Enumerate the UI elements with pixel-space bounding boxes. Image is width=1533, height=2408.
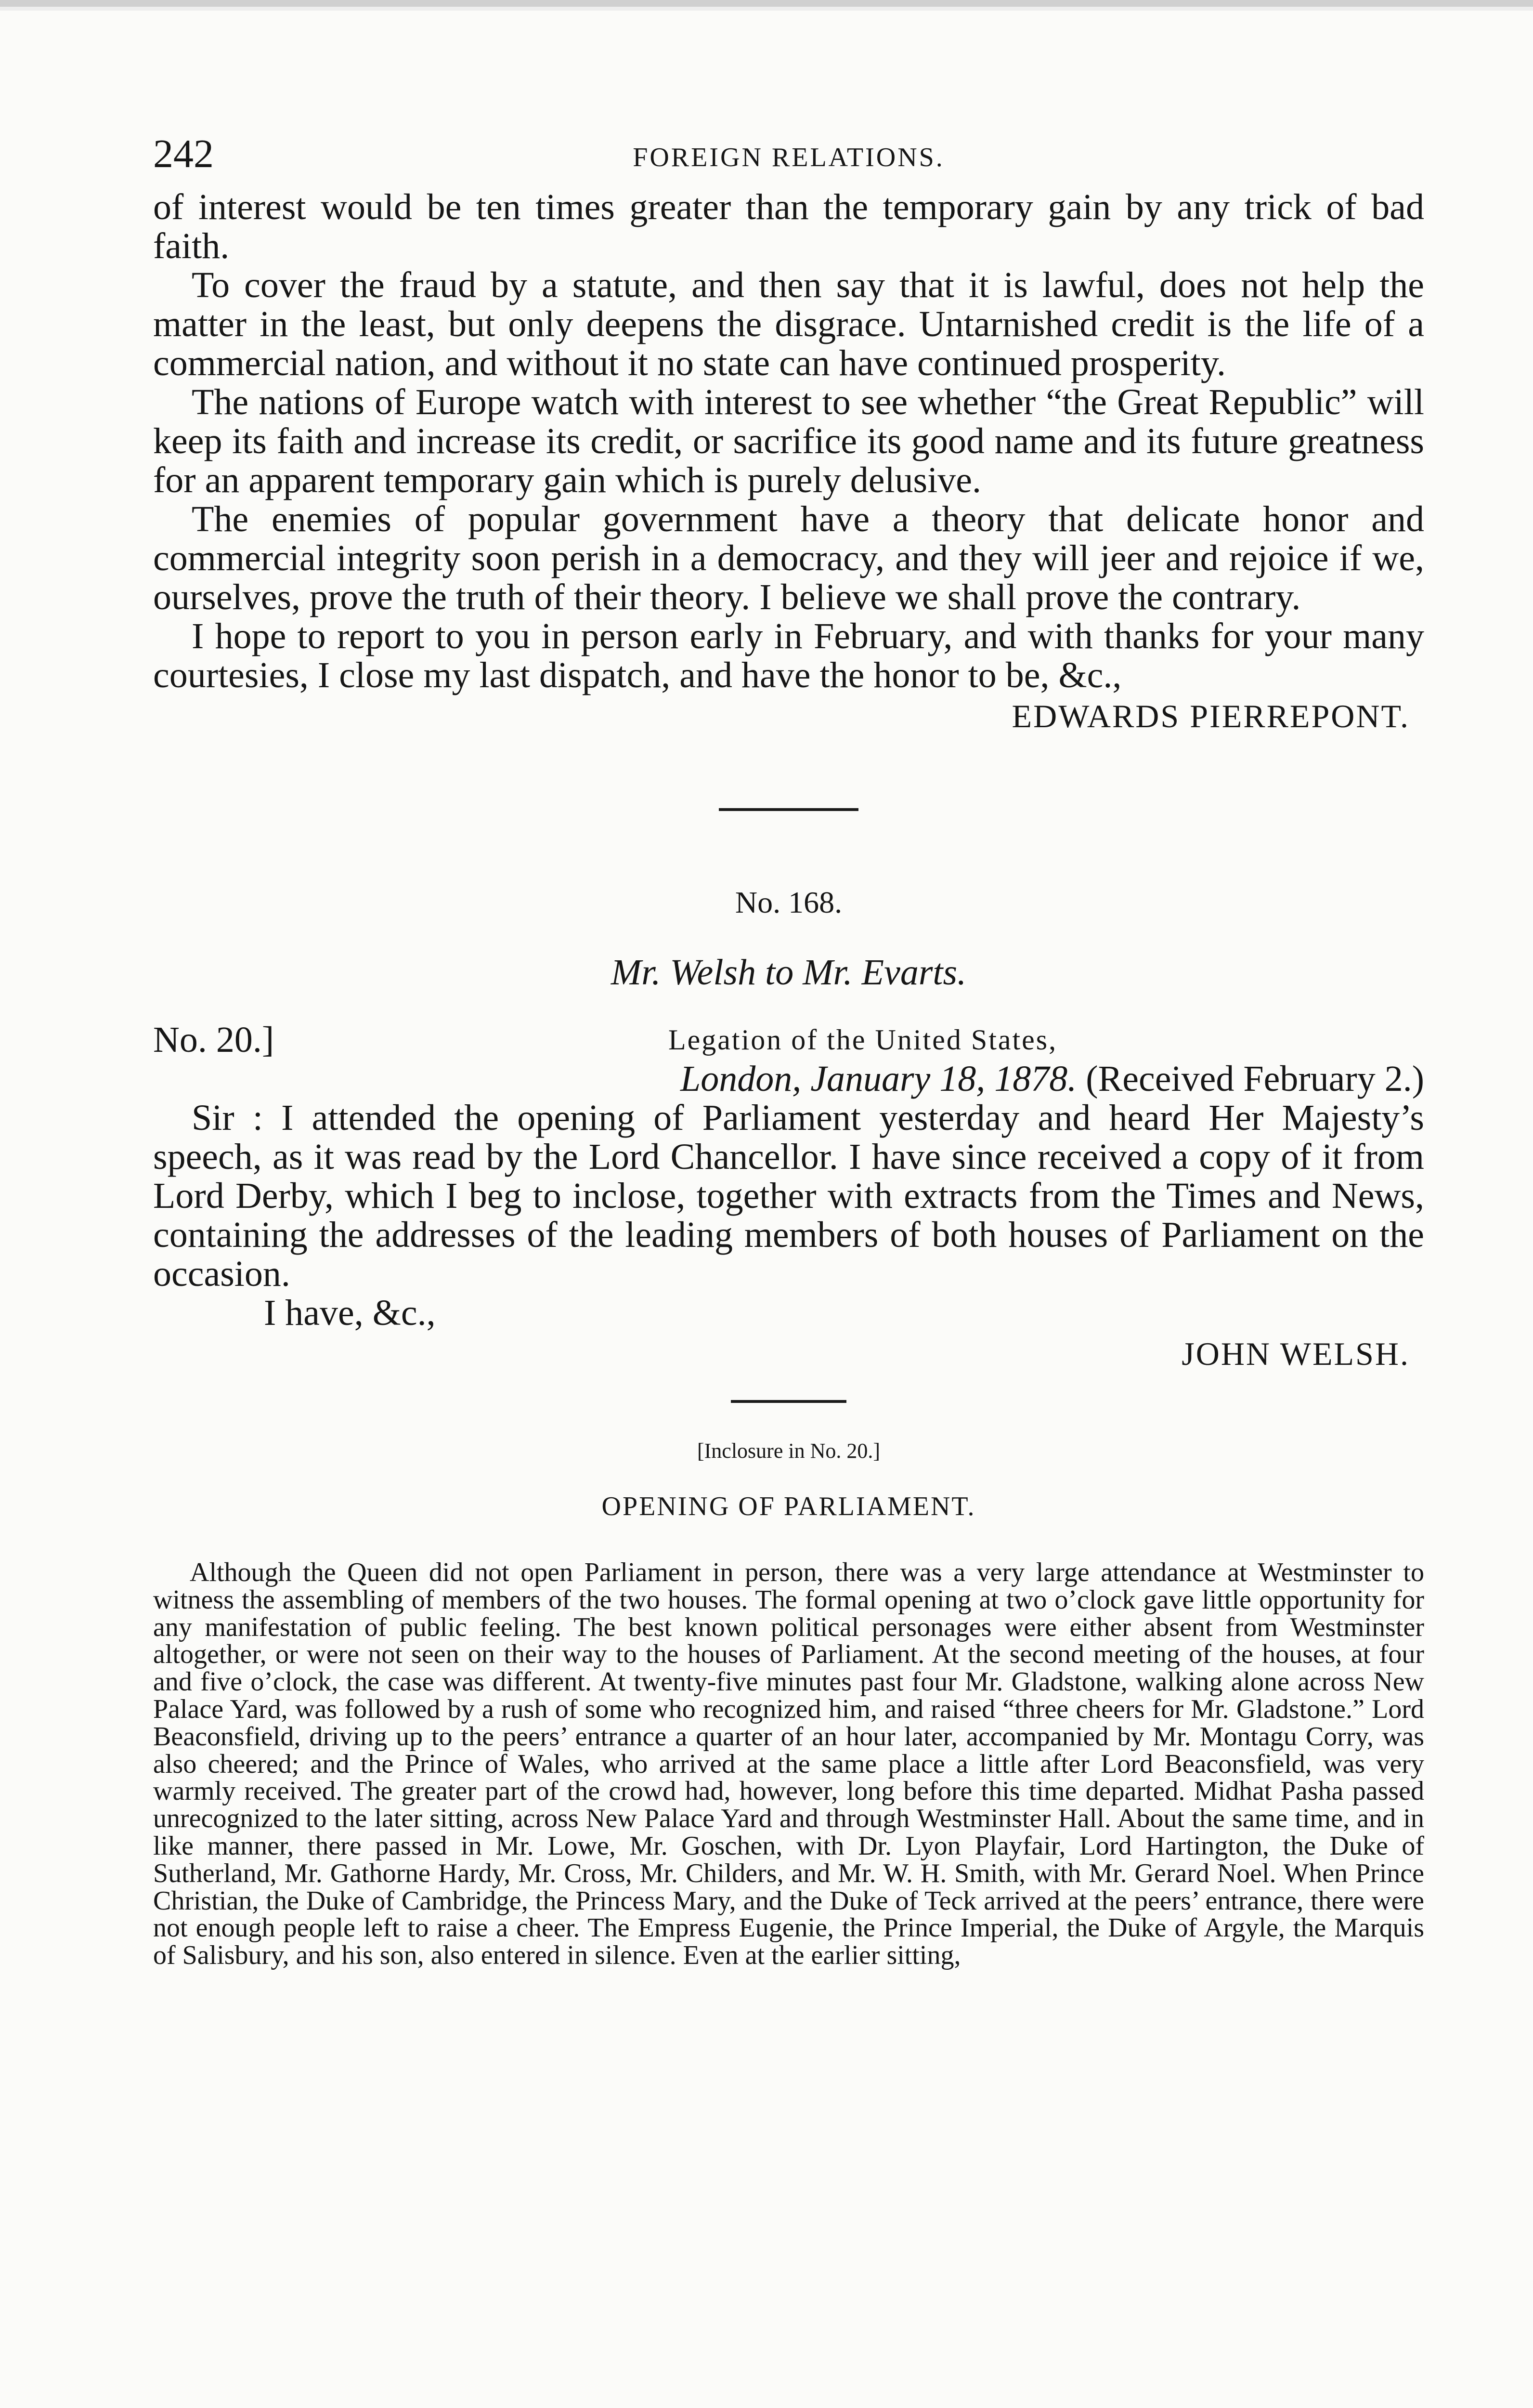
paragraph-fraud: To cover the fraud by a statute, and then say that it is lawful, does not help the matter in the least, but only deepens the disgrace. Untarnished credit is the life of a commercial nation, and without it no state can have continued prosperity. — [153, 265, 1424, 383]
page-number: 242 — [153, 131, 214, 176]
signature-welsh: JOHN WELSH. — [1182, 1335, 1410, 1372]
dispatch-body: Sir : I attended the opening of Parliament yesterday and heard Her Majesty’s speech, as it was read by the Lord Chancellor. I have since received a copy of it from Lord Derby, which I beg to inclose, together with extracts from the Times and News, containing the addresses of the leading members of both houses of Parliament on the occasion. — [153, 1098, 1424, 1294]
paragraph-continued: of interest would be ten times greater than the temporary gain by any trick of bad faith. — [153, 187, 1424, 266]
legation-name: Legation of the United States, — [668, 1024, 1058, 1056]
dispatch-number: No. 20.] — [153, 1020, 274, 1060]
dateline — [153, 1021, 1424, 1099]
running-head: FOREIGN RELATIONS. — [633, 143, 945, 172]
scan-top-edge-shade — [0, 7, 1533, 11]
paragraph-closing: I hope to report to you in person early in February, and with thanks for your many courtesies, I close my last dispatch, and have the honor to be, &c., — [153, 616, 1424, 695]
page-header — [153, 130, 1424, 188]
scan-top-edge — [0, 0, 1533, 7]
received-date: (Received February 2.) — [1086, 1059, 1424, 1099]
page — [153, 130, 1424, 1996]
section-divider — [719, 808, 858, 811]
document-number: No. 168. — [735, 885, 843, 919]
date-place — [680, 1060, 1424, 1099]
document-title: Mr. Welsh to Mr. Evarts. — [611, 952, 967, 993]
closing-phrase: I have, &c., — [264, 1293, 436, 1333]
inclosure-label: [Inclosure in No. 20.] — [697, 1439, 880, 1463]
inclosure-divider — [731, 1400, 846, 1403]
date: January 18, 1878. — [810, 1059, 1077, 1099]
inclosure-text: Although the Queen did not open Parliament in person, there was a very large attendance at Westminster to witness the assembling of members of the two houses. The formal opening at two o’clock gave little opportunity for any manifestation of public feeling. The best known political personages were either absent from Westminster altogether, or were not seen on their way to the houses of Parliament. At the second meeting of the houses, at four and five o’clock, the case was different. At twenty-five minutes past four Mr. Gladstone, walking alone across New Palace Yard, was followed by a rush of some who recognized him, and raised “three cheers for Mr. Gladstone.” Lord Beaconsfield, driving up to the peers’ entrance a quarter of an hour later, accompanied by Mr. Montagu Corry, was also cheered; and the Prince of Wales, who arrived at the same place a little after Lord Beaconsfield, was very warmly received. The greater part of the crowd had, however, long before this time departed. Midhat Pasha passed unrecognized to the later sitting, across New Palace Yard and through Westminster Hall. About the same time, and in like manner, there passed in Mr. Lowe, Mr. Goschen, with Dr. Lyon Playfair, Lord Hartington, the Duke of Sutherland, Mr. Gathorne Hardy, Mr. Cross, Mr. Childers, and Mr. W. H. Smith, with Mr. Gerard Noel. When Prince Christian, the Duke of Cambridge, the Princess Mary, and the Duke of Teck arrived at the peers’ entrance, there were not enough people left to raise a cheer. The Empress Eugenie, the Prince Imperial, the Duke of Argyle, the Marquis of Salisbury, and his son, also entered in silence. Even at the earlier sitting, — [153, 1557, 1424, 1971]
signature-pierrepont: EDWARDS PIERREPONT. — [1012, 698, 1410, 734]
paragraph-nations: The nations of Europe watch with interest to see whether “the Great Republic” will keep its faith and increase its credit, or sacrifice its good name and its future greatness for an apparent temporary gain which is purely delusive. — [153, 382, 1424, 500]
inclosure-title: OPENING OF PARLIAMENT. — [601, 1492, 976, 1521]
paragraph-enemies: The enemies of popular government have a theory that delicate honor and commercial integrity soon perish in a democracy, and they will jeer and rejoice if we, ourselves, prove the truth of their theory. I believe we shall prove the contrary. — [153, 499, 1424, 617]
place: London, — [680, 1059, 802, 1099]
